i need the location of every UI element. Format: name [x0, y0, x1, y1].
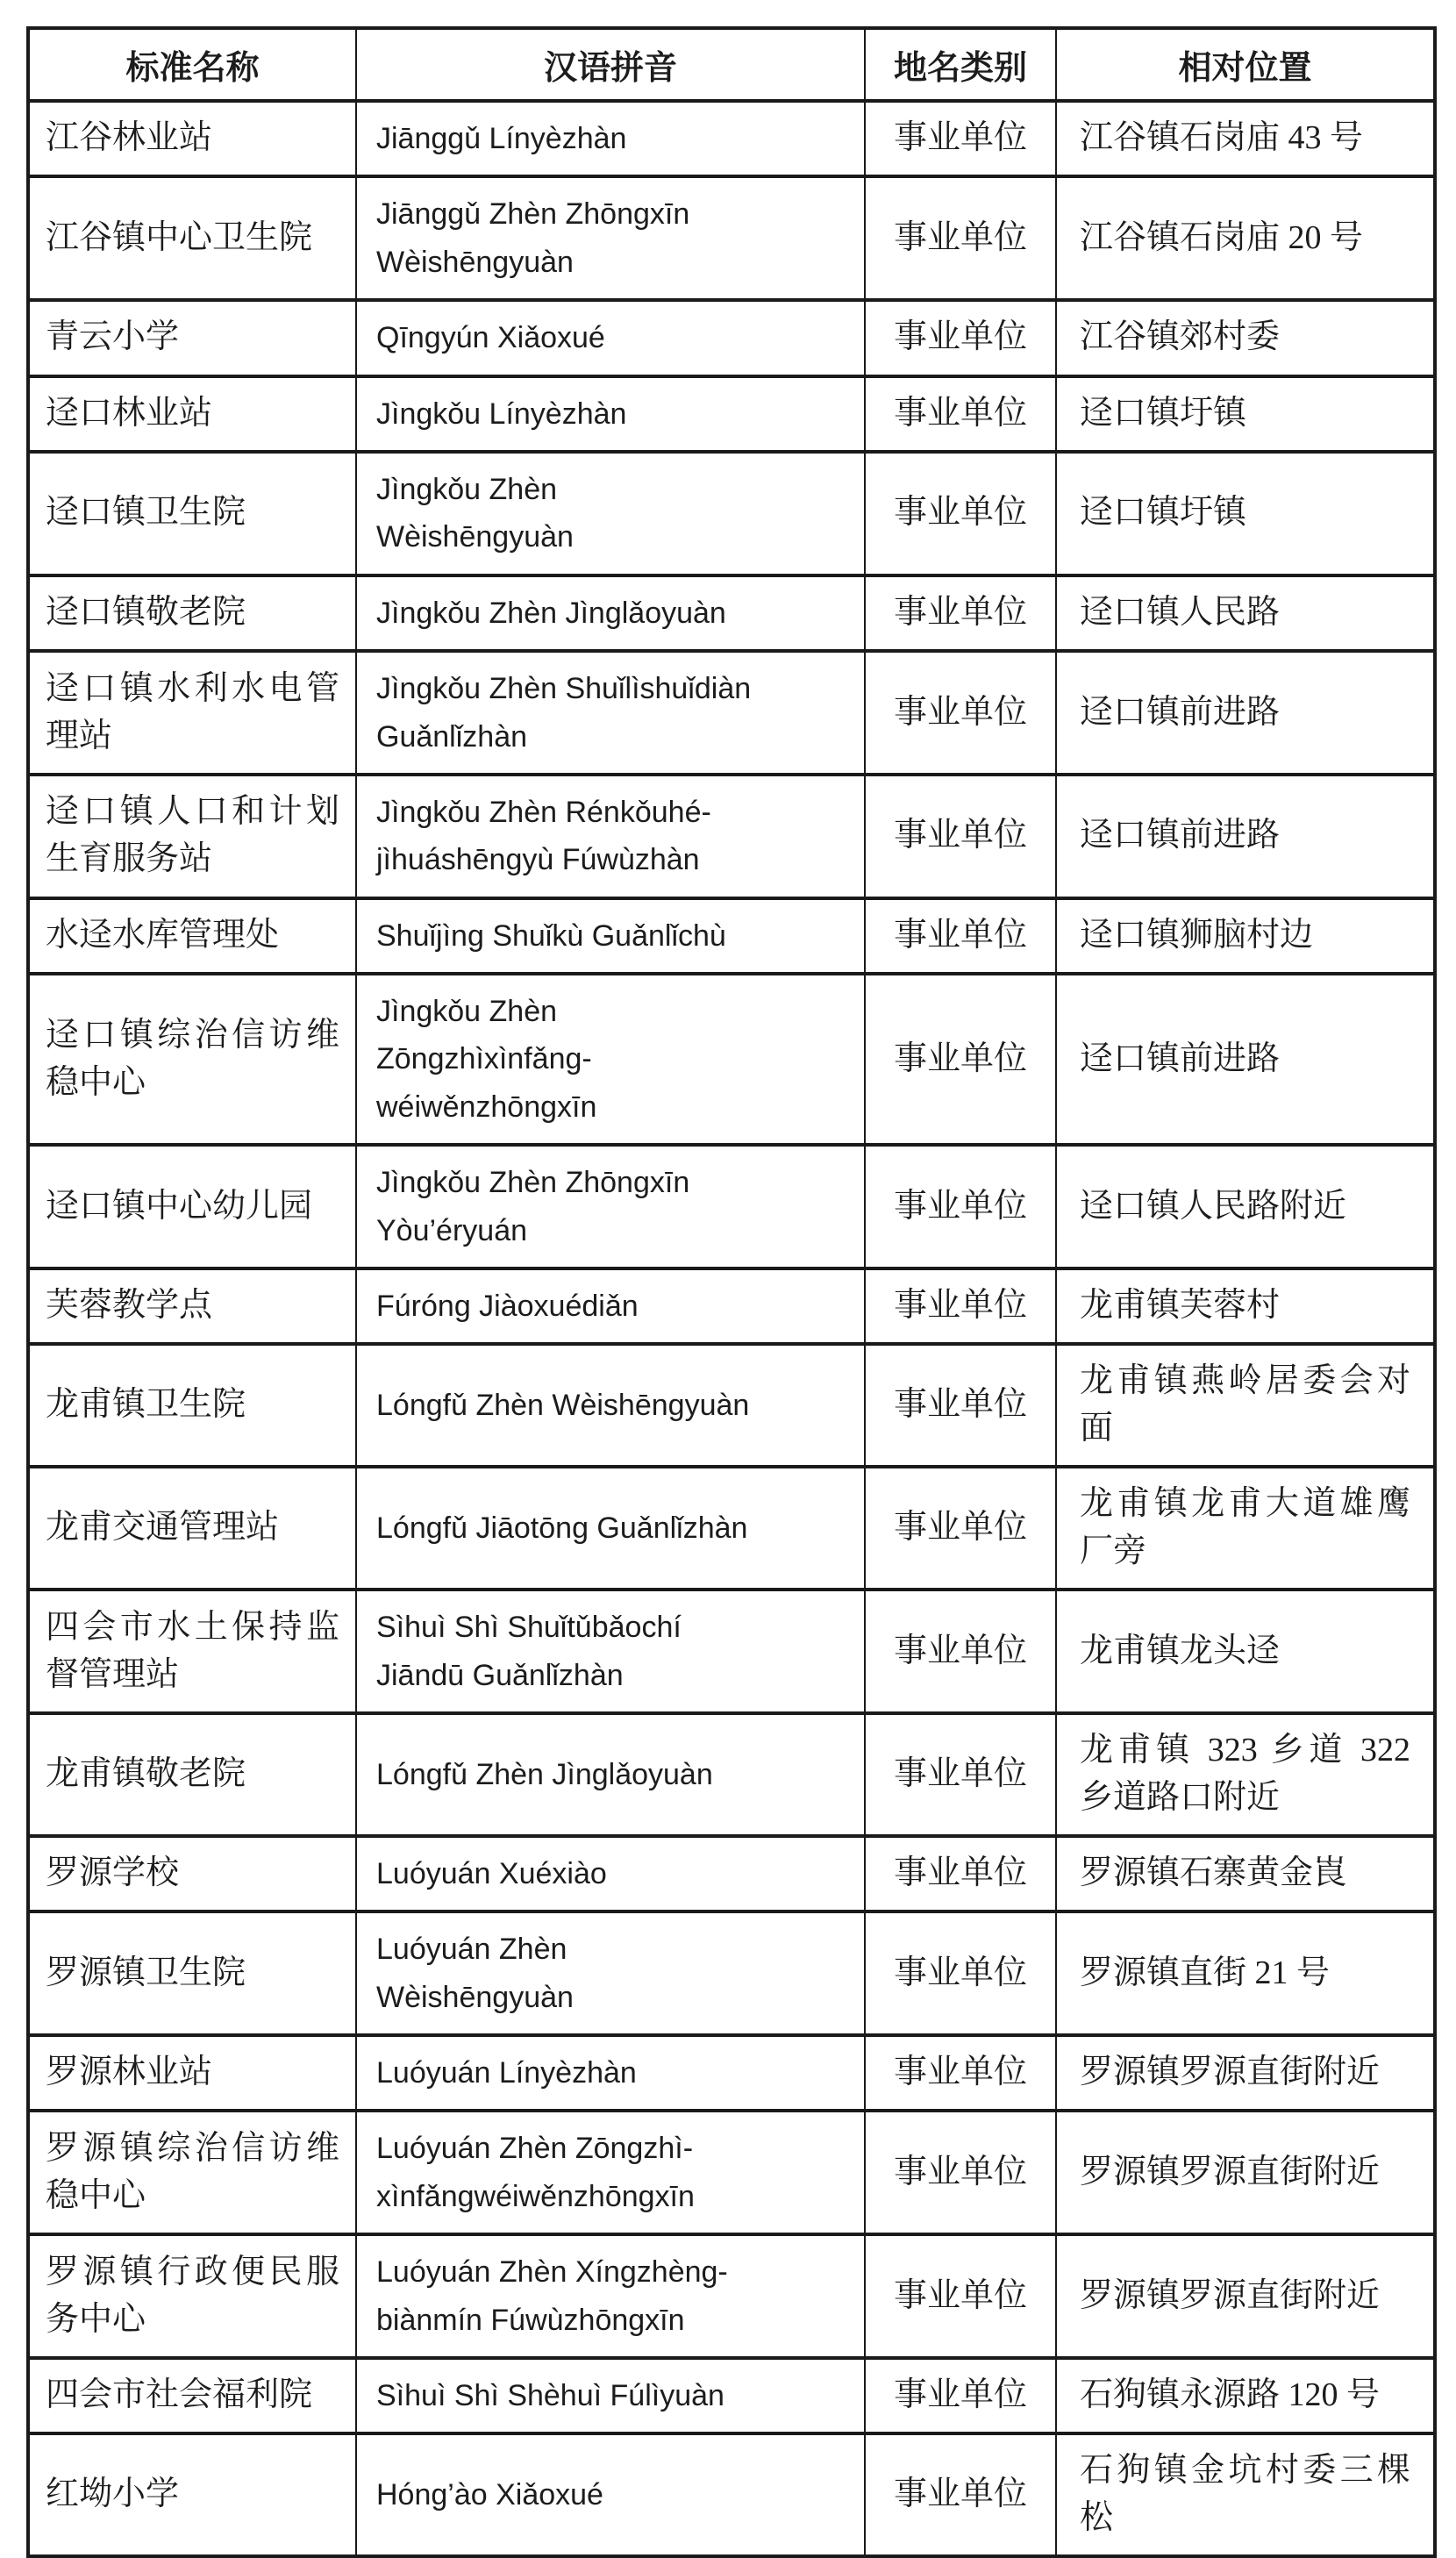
category-cell: 事业单位	[865, 1590, 1056, 1713]
name-cell: 江谷林业站	[28, 101, 356, 176]
category-cell: 事业单位	[865, 1836, 1056, 1911]
name-cell: 迳口镇卫生院	[28, 452, 356, 575]
category-cell: 事业单位	[865, 452, 1056, 575]
pinyin-cell: Shuǐjìng Shuǐkù Guǎnlǐchù	[356, 898, 865, 974]
table-row	[28, 2234, 1435, 2358]
name-cell: 红坳小学	[28, 2433, 356, 2556]
pinyin-cell: Jìngkǒu Zhèn Wèishēngyuàn	[356, 452, 865, 575]
location-cell: 迳口镇圩镇	[1056, 452, 1435, 575]
location-cell: 龙甫镇龙甫大道雄鹰厂旁	[1056, 1467, 1435, 1590]
name-cell: 龙甫镇敬老院	[28, 1713, 356, 1836]
name-cell: 迳口林业站	[28, 376, 356, 452]
table-row	[28, 2433, 1435, 2556]
name-cell: 罗源学校	[28, 1836, 356, 1911]
category-cell: 事业单位	[865, 974, 1056, 1145]
header-relative-location: 相对位置	[1056, 28, 1435, 101]
pinyin-cell: Jìngkǒu Zhèn Zhōngxīn Yòu’éryuán	[356, 1145, 865, 1268]
category-cell: 事业单位	[865, 1344, 1056, 1467]
pinyin-cell: Luóyuán Línyèzhàn	[356, 2035, 865, 2111]
location-cell: 迳口镇前进路	[1056, 974, 1435, 1145]
pinyin-cell: Jìngkǒu Zhèn Jìnglǎoyuàn	[356, 575, 865, 651]
location-cell: 江谷镇郊村委	[1056, 300, 1435, 375]
name-cell: 迳口镇中心幼儿园	[28, 1145, 356, 1268]
table-row	[28, 2035, 1435, 2111]
category-cell: 事业单位	[865, 101, 1056, 176]
name-cell: 罗源镇行政便民服务中心	[28, 2234, 356, 2358]
category-cell: 事业单位	[865, 1145, 1056, 1268]
header-row	[28, 28, 1435, 101]
name-cell: 迳口镇综治信访维稳中心	[28, 974, 356, 1145]
table-row	[28, 974, 1435, 1145]
location-cell: 迳口镇前进路	[1056, 775, 1435, 898]
location-cell: 龙甫镇龙头迳	[1056, 1590, 1435, 1713]
location-cell: 石狗镇金坑村委三棵松	[1056, 2433, 1435, 2556]
header-pinyin: 汉语拼音	[356, 28, 865, 101]
pinyin-cell: Hóng’ào Xiǎoxué	[356, 2433, 865, 2556]
category-cell: 事业单位	[865, 300, 1056, 375]
location-cell: 罗源镇直街 21 号	[1056, 1911, 1435, 2035]
table-row	[28, 1467, 1435, 1590]
pinyin-cell: Lóngfǔ Zhèn Wèishēngyuàn	[356, 1344, 865, 1467]
category-cell: 事业单位	[865, 2433, 1056, 2556]
name-cell: 罗源镇卫生院	[28, 1911, 356, 2035]
category-cell: 事业单位	[865, 2234, 1056, 2358]
location-cell: 龙甫镇 323 乡道 322 乡道路口附近	[1056, 1713, 1435, 1836]
location-cell: 罗源镇罗源直街附近	[1056, 2035, 1435, 2111]
location-cell: 江谷镇石岗庙 43 号	[1056, 101, 1435, 176]
category-cell: 事业单位	[865, 1713, 1056, 1836]
category-cell: 事业单位	[865, 575, 1056, 651]
name-cell: 龙甫镇卫生院	[28, 1344, 356, 1467]
table-row	[28, 2358, 1435, 2433]
table-row	[28, 1344, 1435, 1467]
table-row	[28, 376, 1435, 452]
name-cell: 青云小学	[28, 300, 356, 375]
pinyin-cell: Jìngkǒu Línyèzhàn	[356, 376, 865, 452]
location-cell: 迳口镇人民路附近	[1056, 1145, 1435, 1268]
category-cell: 事业单位	[865, 775, 1056, 898]
table-row	[28, 898, 1435, 974]
name-cell: 龙甫交通管理站	[28, 1467, 356, 1590]
location-cell: 罗源镇罗源直街附近	[1056, 2111, 1435, 2234]
pinyin-cell: Fúróng Jiàoxuédiǎn	[356, 1268, 865, 1344]
name-cell: 四会市社会福利院	[28, 2358, 356, 2433]
pinyin-cell: Sìhuì Shì Shuǐtǔbǎochí Jiāndū Guǎnlǐzhàn	[356, 1590, 865, 1713]
pinyin-cell: Luóyuán Zhèn Xíngzhèng-biànmín Fúwùzhōngxīn	[356, 2234, 865, 2358]
name-cell: 芙蓉教学点	[28, 1268, 356, 1344]
location-cell: 迳口镇人民路	[1056, 575, 1435, 651]
pinyin-cell: Sìhuì Shì Shèhuì Fúlìyuàn	[356, 2358, 865, 2433]
name-cell: 四会市水土保持监督管理站	[28, 1590, 356, 1713]
table-row	[28, 1713, 1435, 1836]
location-cell: 龙甫镇燕岭居委会对面	[1056, 1344, 1435, 1467]
table-row	[28, 1836, 1435, 1911]
category-cell: 事业单位	[865, 1268, 1056, 1344]
pinyin-cell: Jìngkǒu Zhèn Zōngzhìxìnfǎng-wéiwěnzhōngxīn	[356, 974, 865, 1145]
name-cell: 罗源林业站	[28, 2035, 356, 2111]
table-row	[28, 300, 1435, 375]
name-cell: 迳口镇水利水电管理站	[28, 651, 356, 775]
location-cell: 江谷镇石岗庙 20 号	[1056, 176, 1435, 300]
pinyin-cell: Jìngkǒu Zhèn Rénkǒuhé-jìhuáshēngyù Fúwùzhàn	[356, 775, 865, 898]
name-cell: 水迳水库管理处	[28, 898, 356, 974]
pinyin-cell: Luóyuán Zhèn Wèishēngyuàn	[356, 1911, 865, 2035]
table-row	[28, 101, 1435, 176]
header-category: 地名类别	[865, 28, 1056, 101]
name-cell: 江谷镇中心卫生院	[28, 176, 356, 300]
category-cell: 事业单位	[865, 376, 1056, 452]
pinyin-cell: Jiānggǔ Zhèn Zhōngxīn Wèishēngyuàn	[356, 176, 865, 300]
name-cell: 罗源镇综治信访维稳中心	[28, 2111, 356, 2234]
category-cell: 事业单位	[865, 651, 1056, 775]
table-row	[28, 1145, 1435, 1268]
category-cell: 事业单位	[865, 898, 1056, 974]
header-standard-name: 标准名称	[28, 28, 356, 101]
location-cell: 罗源镇石寨黄金崀	[1056, 1836, 1435, 1911]
table-row	[28, 775, 1435, 898]
table-row	[28, 1911, 1435, 2035]
table-row	[28, 2111, 1435, 2234]
table-row	[28, 452, 1435, 575]
table-body	[28, 101, 1435, 2556]
pinyin-cell: Luóyuán Zhèn Zōngzhì-xìnfǎngwéiwěnzhōngxīn	[356, 2111, 865, 2234]
location-cell: 石狗镇永源路 120 号	[1056, 2358, 1435, 2433]
category-cell: 事业单位	[865, 1911, 1056, 2035]
pinyin-cell: Lóngfǔ Jiāotōng Guǎnlǐzhàn	[356, 1467, 865, 1590]
table-row	[28, 1590, 1435, 1713]
name-cell: 迳口镇人口和计划生育服务站	[28, 775, 356, 898]
table-row	[28, 575, 1435, 651]
table-row	[28, 651, 1435, 775]
location-cell: 罗源镇罗源直街附近	[1056, 2234, 1435, 2358]
pinyin-cell: Qīngyún Xiǎoxué	[356, 300, 865, 375]
pinyin-cell: Luóyuán Xuéxiào	[356, 1836, 865, 1911]
placenames-table	[26, 26, 1437, 2558]
table-header	[28, 28, 1435, 101]
category-cell: 事业单位	[865, 2111, 1056, 2234]
pinyin-cell: Lóngfǔ Zhèn Jìnglǎoyuàn	[356, 1713, 865, 1836]
category-cell: 事业单位	[865, 176, 1056, 300]
category-cell: 事业单位	[865, 2035, 1056, 2111]
location-cell: 迳口镇圩镇	[1056, 376, 1435, 452]
pinyin-cell: Jìngkǒu Zhèn Shuǐlìshuǐdiàn Guǎnlǐzhàn	[356, 651, 865, 775]
location-cell: 迳口镇狮脑村边	[1056, 898, 1435, 974]
location-cell: 龙甫镇芙蓉村	[1056, 1268, 1435, 1344]
table-row	[28, 1268, 1435, 1344]
category-cell: 事业单位	[865, 1467, 1056, 1590]
pinyin-cell: Jiānggǔ Línyèzhàn	[356, 101, 865, 176]
location-cell: 迳口镇前进路	[1056, 651, 1435, 775]
name-cell: 迳口镇敬老院	[28, 575, 356, 651]
category-cell: 事业单位	[865, 2358, 1056, 2433]
table-row	[28, 176, 1435, 300]
